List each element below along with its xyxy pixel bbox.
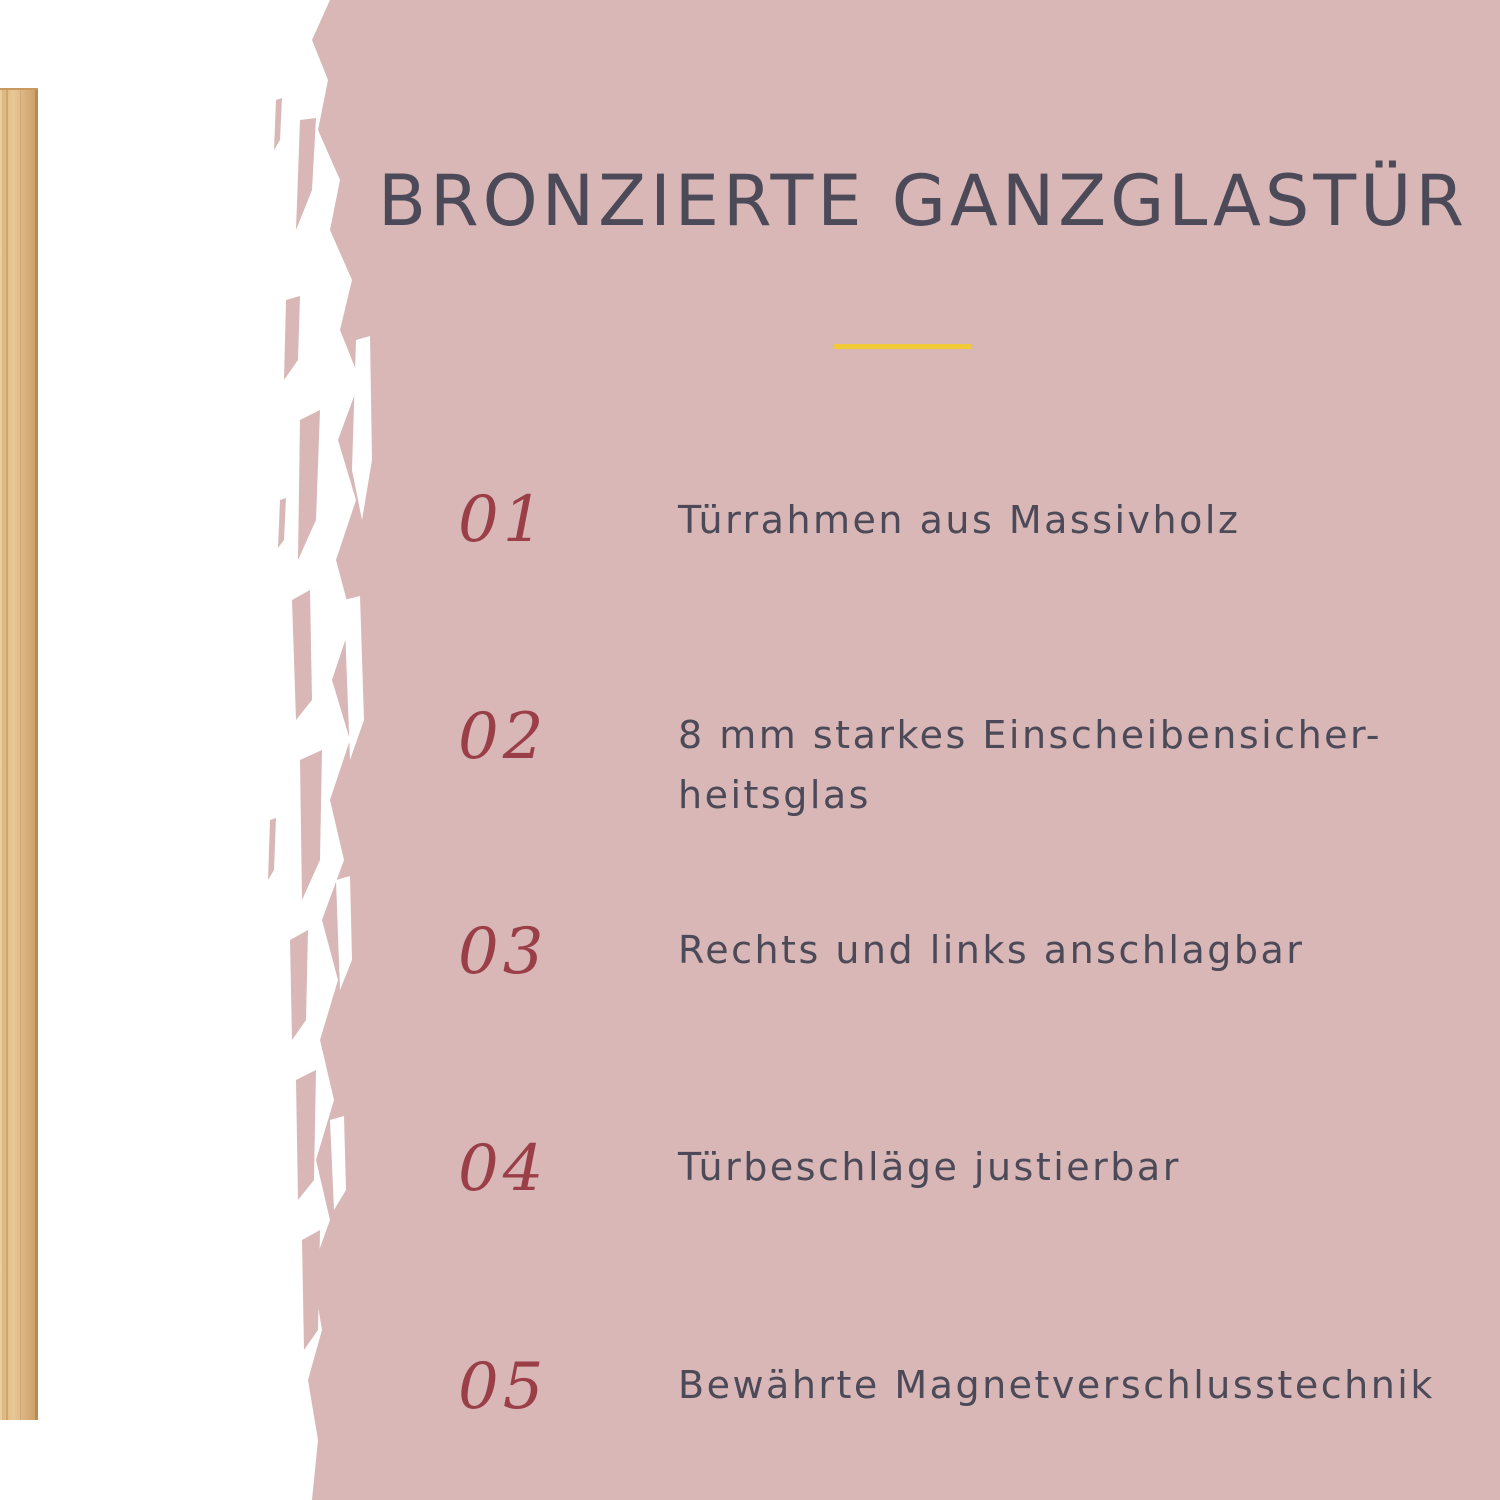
feature-number-05: 05 xyxy=(458,1350,548,1424)
feature-number-03: 03 xyxy=(458,915,548,989)
feature-text-02: 8 mm starkes Einscheibensicher-heitsglas xyxy=(678,713,1382,817)
brush-splatter xyxy=(268,98,322,1350)
accent-divider xyxy=(834,344,971,349)
feature-number-02: 02 xyxy=(458,700,548,774)
feature-text-03: Rechts und links anschlagbar xyxy=(678,928,1305,972)
feature-text-04: Türbeschläge justierbar xyxy=(678,1145,1181,1189)
feature-number-04: 04 xyxy=(458,1132,548,1206)
feature-number-01: 01 xyxy=(458,483,548,557)
feature-text-01: Türrahmen aus Massivholz xyxy=(678,498,1241,542)
feature-text-05: Bewährte Magnetverschlusstechnik xyxy=(678,1363,1435,1407)
page-title: BRONZIERTE GANZGLASTÜR xyxy=(378,160,1468,242)
